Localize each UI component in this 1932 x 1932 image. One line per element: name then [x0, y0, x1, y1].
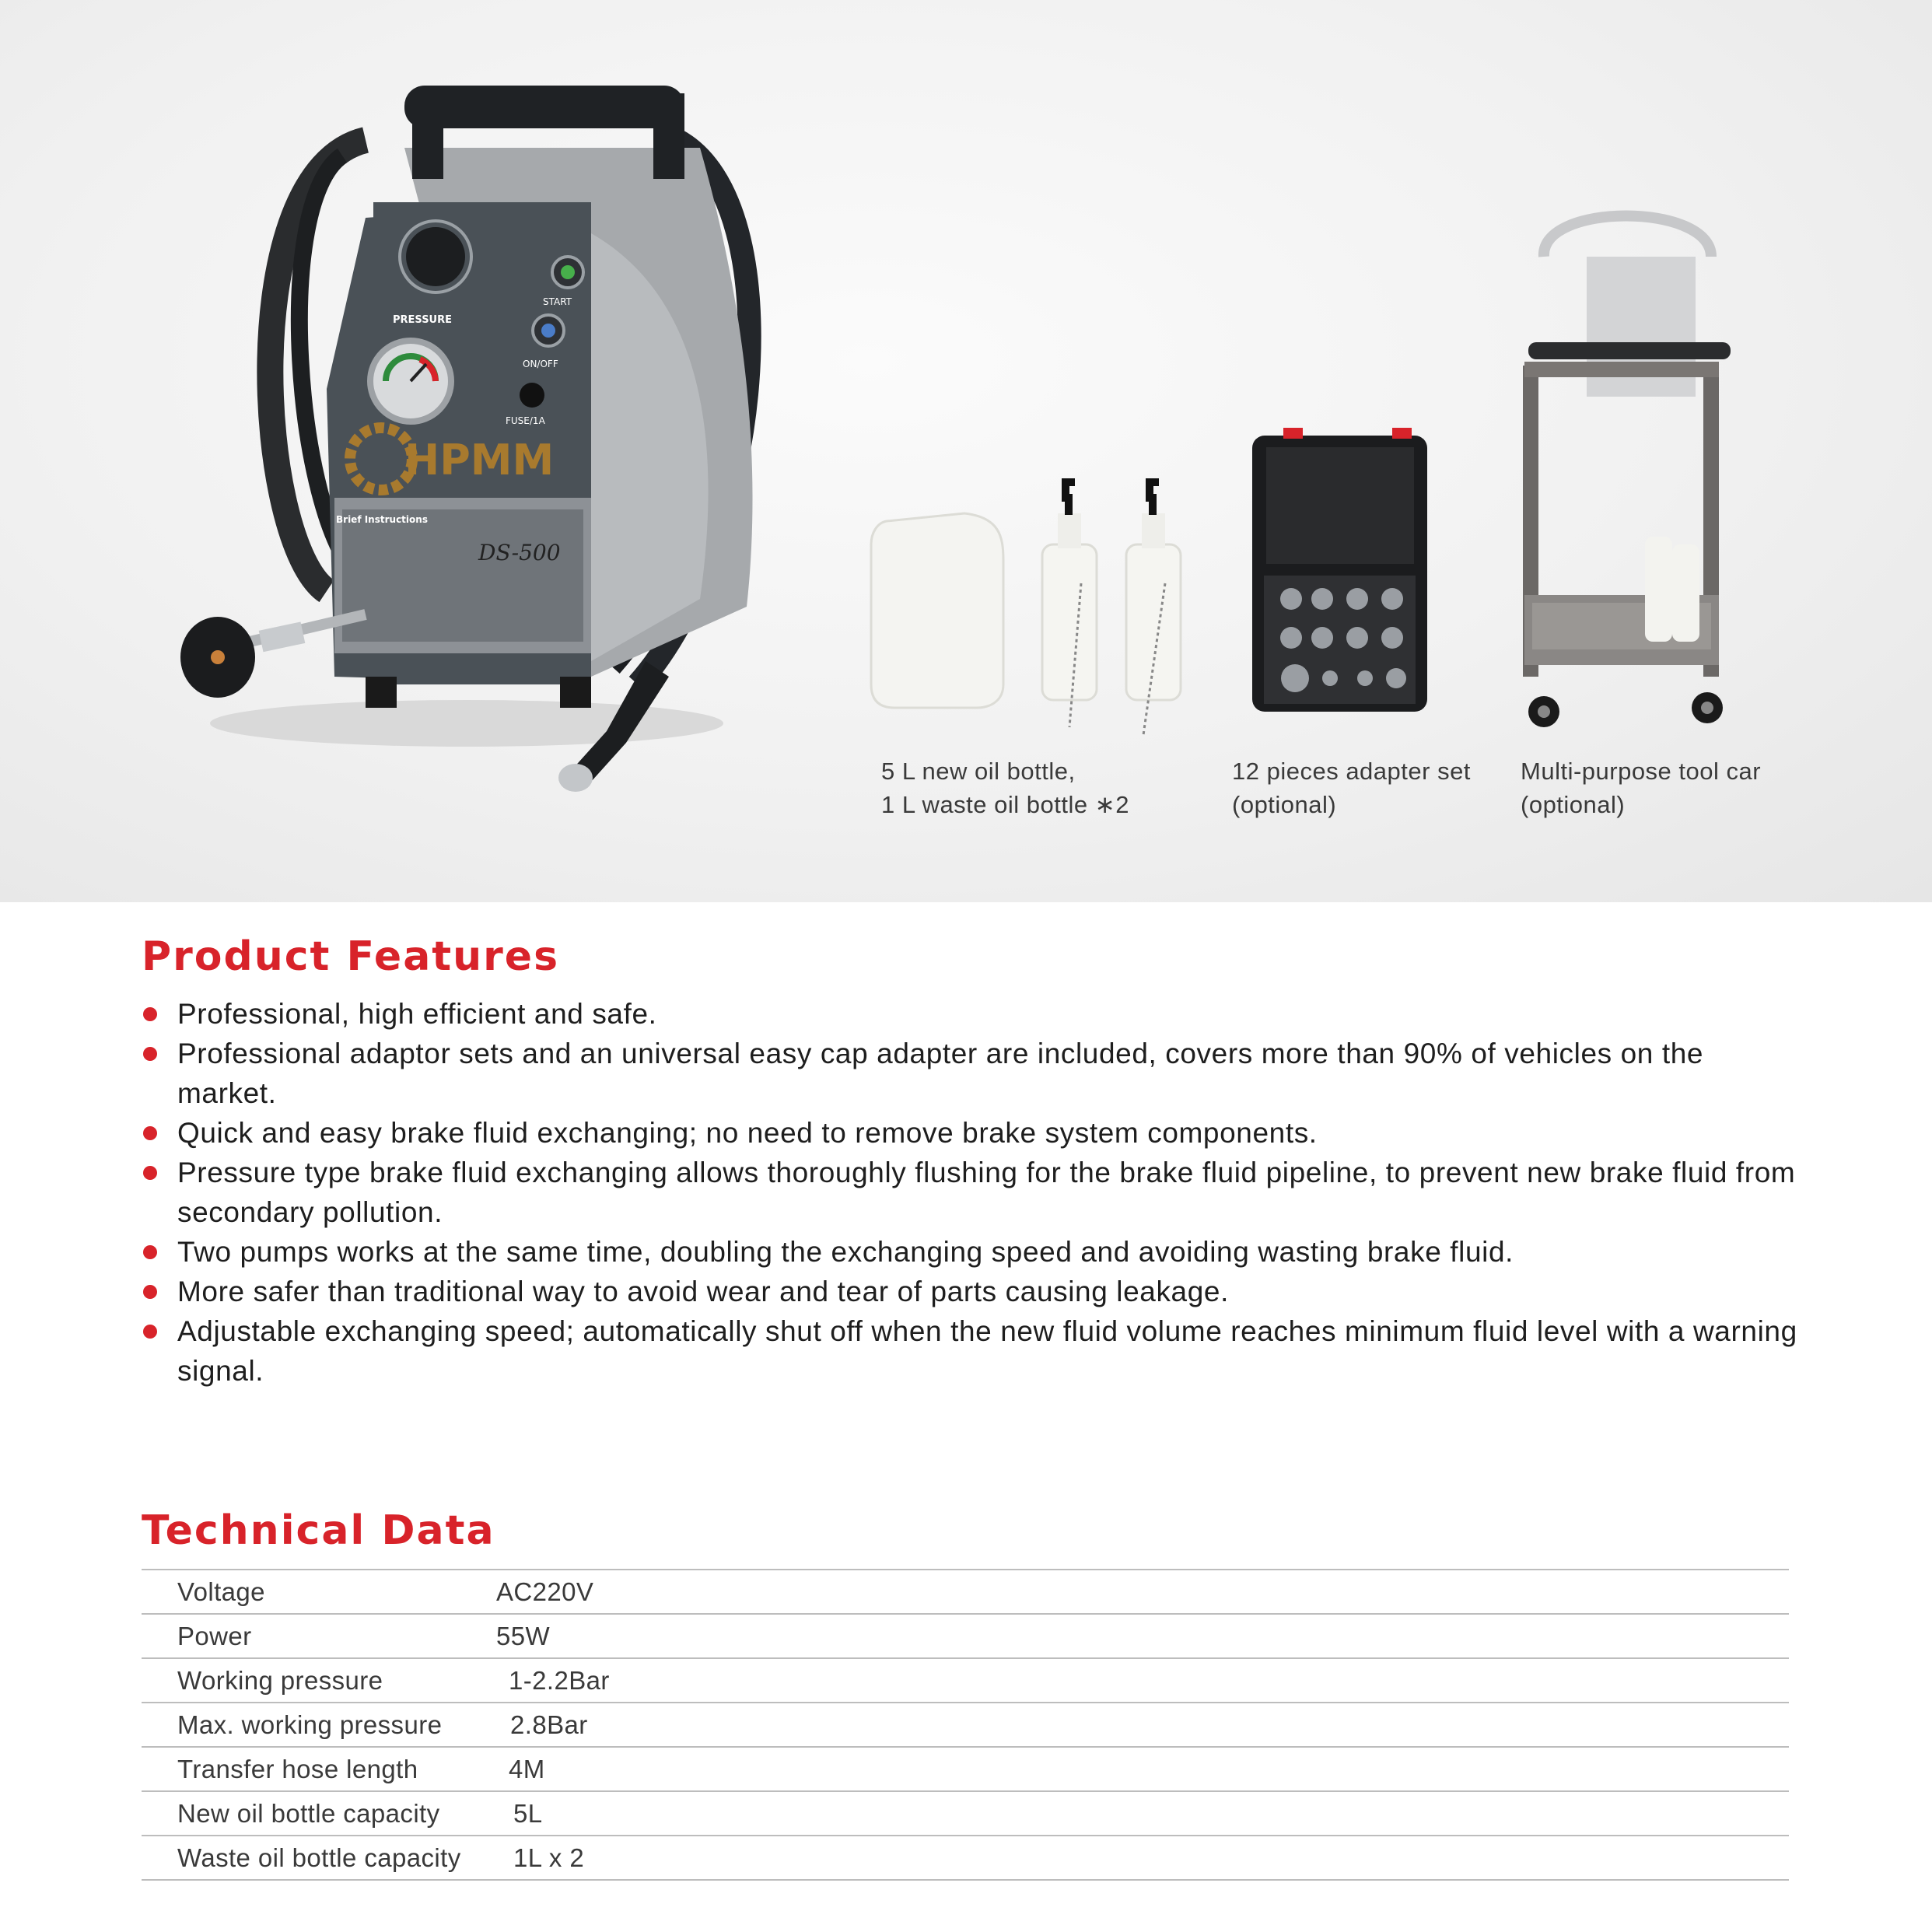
feature-item: Quick and easy brake fluid exchanging; no need to remove brake system components. [142, 1113, 1806, 1153]
bullet-icon [143, 1325, 157, 1339]
feature-item: More safer than traditional way to avoid wear and tear of parts causing leakage. [142, 1272, 1806, 1311]
table-row: Transfer hose length 4M [142, 1747, 1789, 1791]
bullet-icon [143, 1126, 157, 1140]
model-label: DS-500 [478, 540, 561, 565]
table-row: Max. working pressure 2.8Bar [142, 1703, 1789, 1747]
brand-logo: HPMM [404, 436, 555, 485]
svg-text:Brief Instructions: Brief Instructions [336, 514, 428, 525]
caption-tool-car: Multi-purpose tool car (optional) [1521, 758, 1762, 818]
product-features-title: Product Features [142, 933, 560, 980]
technical-data-title: Technical Data [142, 1507, 495, 1554]
brake-fluid-exchanger-image [180, 86, 753, 792]
table-row: Waste oil bottle capacity 1L x 2 [142, 1836, 1789, 1880]
bullet-icon [143, 1245, 157, 1259]
feature-item: Professional, high efficient and safe. [142, 994, 1806, 1034]
bullet-icon [143, 1285, 157, 1299]
bullet-icon [143, 1007, 157, 1021]
feature-item: Pressure type brake fluid exchanging allows thoroughly flushing for the brake fluid pipeline, to prevent new brake fluid from secondary pollution. [142, 1153, 1806, 1232]
svg-text:START: START [543, 296, 572, 307]
features-list [142, 994, 1806, 1391]
table-row: Voltage AC220V [142, 1570, 1789, 1614]
adapter-set-image [1252, 428, 1427, 712]
bullet-icon [143, 1166, 157, 1180]
svg-text:PRESSURE: PRESSURE [393, 314, 453, 326]
feature-item: Adjustable exchanging speed; automatically shut off when the new fluid volume reaches minimum fluid level with a warning signal. [142, 1311, 1806, 1391]
feature-item: Two pumps works at the same time, doubling the exchanging speed and avoiding wasting brake fluid. [142, 1232, 1806, 1272]
feature-item: Professional adaptor sets and an universal easy cap adapter are included, covers more than 90% of vehicles on the market. [142, 1034, 1806, 1113]
table-row: New oil bottle capacity 5L [142, 1791, 1789, 1836]
svg-text:ON/OFF: ON/OFF [523, 359, 558, 369]
svg-text:FUSE/1A: FUSE/1A [506, 415, 545, 426]
caption-adapter-set: 12 pieces adapter set (optional) [1232, 758, 1471, 818]
oil-bottles-image [871, 482, 1181, 735]
table-row: Working pressure 1-2.2Bar [142, 1658, 1789, 1703]
table-row: Power 55W [142, 1614, 1789, 1658]
tool-car-image [1523, 216, 1731, 728]
bullet-icon [143, 1047, 157, 1061]
technical-data-table [142, 1569, 1789, 1881]
product-hero [0, 0, 1932, 902]
caption-oil-bottles: 5 L new oil bottle, 1 L waste oil bottle ∗2 [881, 758, 1129, 818]
